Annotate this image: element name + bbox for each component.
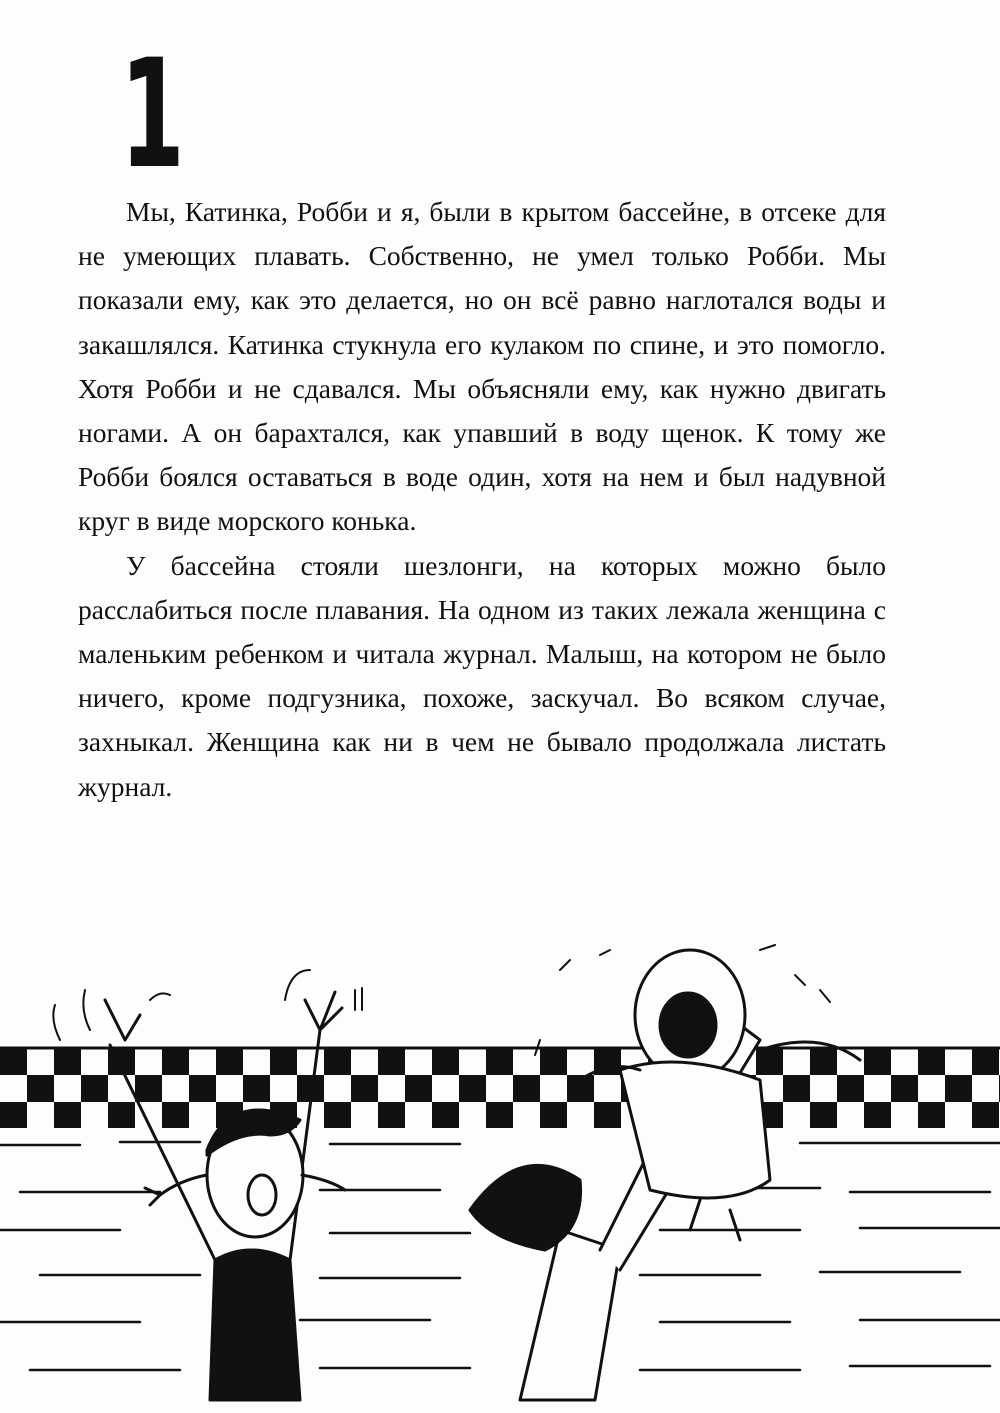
paragraph-2: У бассейна стояли шезлонги, на которых можно было расслабиться после плавания. На одном из таких лежала женщина с маленьким ребенком и читала журнал. Малыш, на котором не было ничего, кроме подгузника, похоже, заскучал. Во всяком случае, захныкал. Женщина как ни в чем не бывало продолжала листать журнал. bbox=[78, 549, 886, 802]
chapter-number: 1 bbox=[120, 28, 183, 202]
checkered-wall bbox=[0, 1048, 1000, 1129]
pool-scene-illustration bbox=[0, 930, 1000, 1413]
paragraph-1: Мы, Катинка, Робби и я, были в крытом бассейне, в отсеке для не умеющих плавать. Собственно, не умел только Робби. Мы показали ему, как это делается, но он всё равно наглотался воды и закашлялся. Катинка стукнула его кулаком по спине, и это помогло. Хотя Робби и не сдавался. Мы объясняли ему, как нужно двигать ногами. А он барахтался, как упавший в воду щенок. К тому же Робби боялся оставаться в воде один, хотя на нем и был надувной круг в виде морского конька. bbox=[78, 196, 886, 537]
chapter-text bbox=[78, 190, 886, 809]
